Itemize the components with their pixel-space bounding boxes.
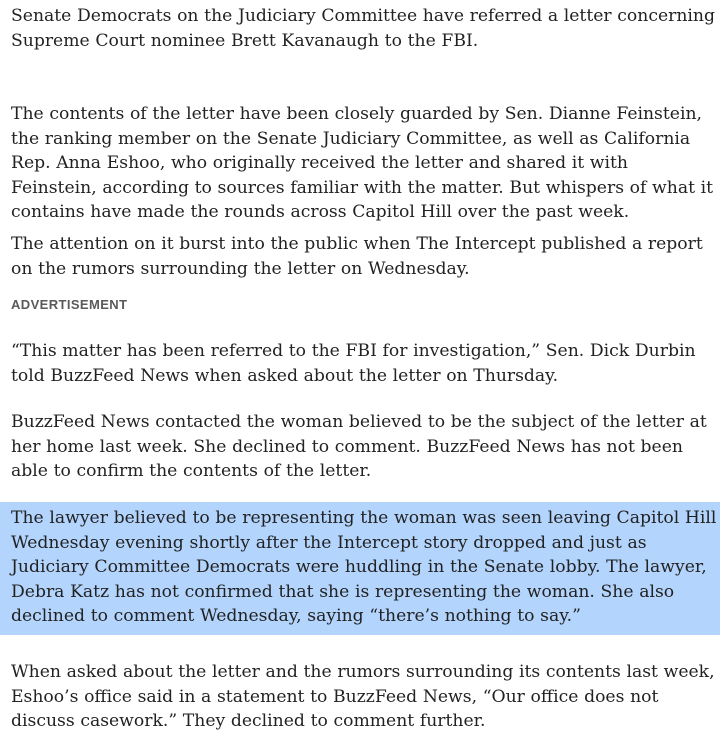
paragraph-3: The attention on it burst into the public when The Intercept published a report on the rumors surrounding the letter on Wednesday. [11,234,703,279]
advertisement-label: ADVERTISEMENT [11,297,128,312]
paragraph-4: “This matter has been referred to the FBI for investigation,” Sen. Dick Durbin told BuzzFeed News when asked about the letter on Thursday. [11,341,696,386]
paragraph-2: The contents of the letter have been closely guarded by Sen. Dianne Feinstein, the ranking member on the Senate Judiciary Committee, as well as California Rep. Anna Eshoo, who originally received the letter and shared it with Feinstein, according to sources familiar with the matter. But whispers of what it contains have made the rounds across Capitol Hill over the past week. [11,104,714,222]
paragraph-5: BuzzFeed News contacted the woman believed to be the subject of the letter at her home last week. She declined to comment. BuzzFeed News has not been able to confirm the contents of the letter. [11,412,707,481]
paragraph-1: Senate Democrats on the Judiciary Committee have referred a letter concerning Supreme Court nominee Brett Kavanaugh to the FBI. [11,6,715,51]
paragraph-6-selected[interactable]: The lawyer believed to be representing the woman was seen leaving Capitol Hill Wednesday evening shortly after the Intercept story dropped and just as Judiciary Committee Democrats were huddling in the Senate lobby. The lawyer, Debra Katz has not confirmed that she is representing the woman. She also declined to comment Wednesday, saying “there’s nothing to say.” [11,508,717,626]
paragraph-7: When asked about the letter and the rumors surrounding its contents last week, Eshoo’s office said in a statement to BuzzFeed News, “Our office does not discuss casework.” They declined to comment further. [11,662,715,731]
